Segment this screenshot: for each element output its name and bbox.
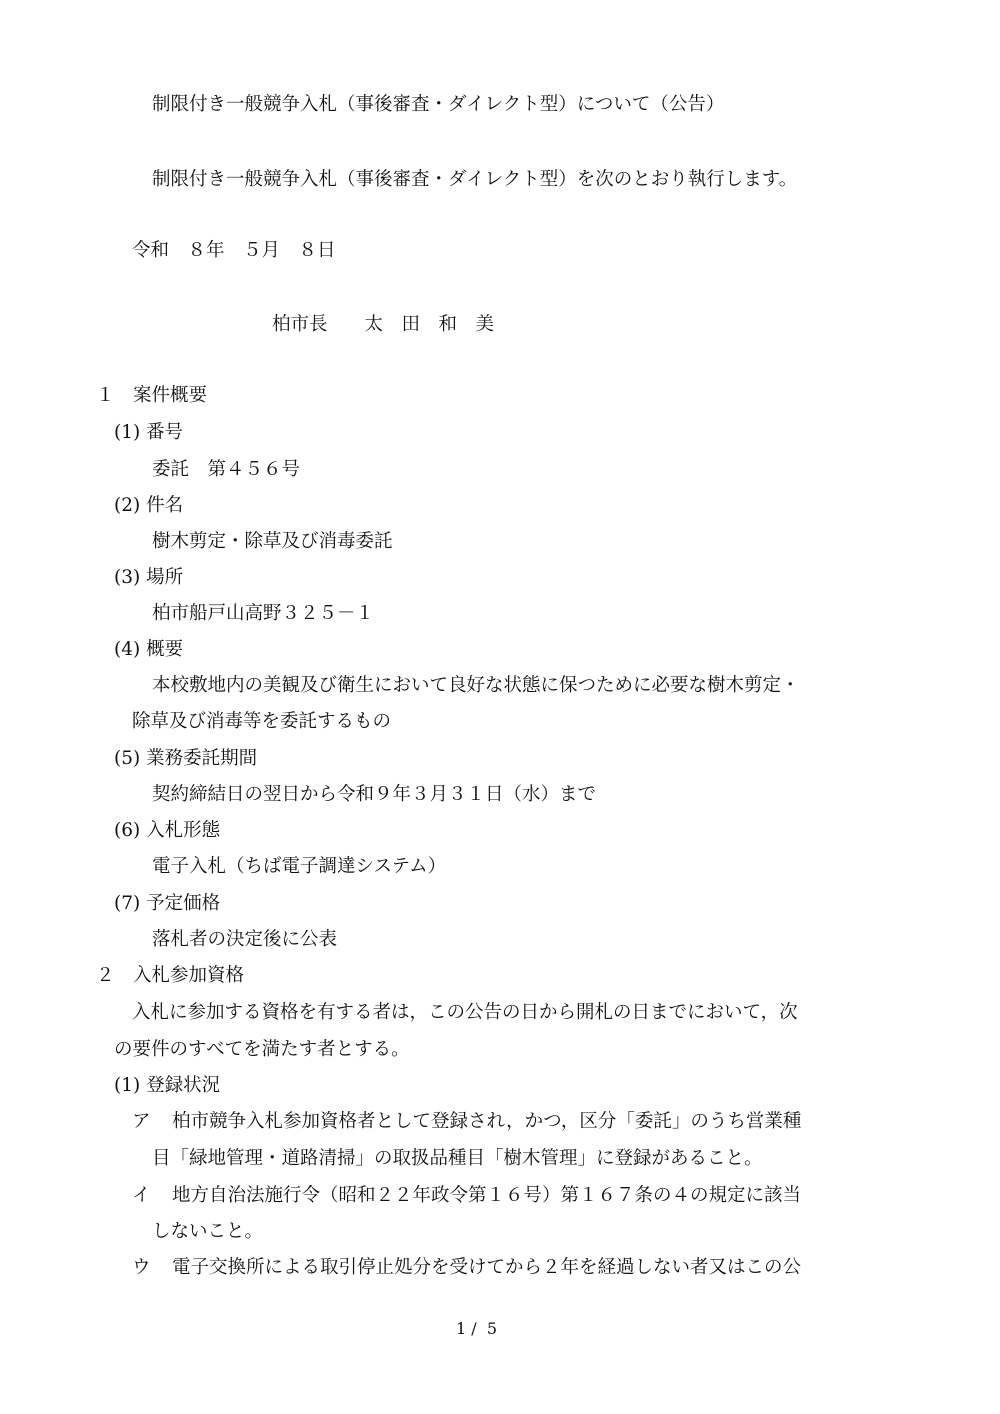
page-number: 1 / 5: [456, 1319, 498, 1338]
section-heading: ２ 入札参加資格: [96, 965, 245, 986]
paragraph: 入札に参加する資格を有する者は，この公告の日から開札の日までにおいて，次: [132, 1002, 798, 1023]
list-item: 地方自治法施行令（昭和２２年政令第１６号）第１６７条の４の規定に該当: [172, 1185, 802, 1206]
list-item: 目「緑地管理・道路清掃」の取扱品種目「樹木管理」に登録があること。: [152, 1148, 763, 1169]
paragraph: の要件のすべてを満たす者とする。: [114, 1039, 410, 1060]
item-text: 電子入札（ちば電子調達システム）: [152, 856, 447, 877]
item-label: (2) 件名: [114, 495, 184, 516]
list-item: しないこと。: [152, 1221, 264, 1242]
date: 令和 ８年 ５月 ８日: [132, 240, 336, 261]
item-label: (6) 入札形態: [114, 820, 221, 841]
list-marker: ウ: [132, 1257, 151, 1278]
item-text: 委託 第４５６号: [152, 459, 301, 480]
sub-label: (1) 登録状況: [114, 1075, 221, 1096]
item-text: 本校敷地内の美観及び衛生において良好な状態に保つために必要な樹木剪定・: [152, 675, 800, 696]
list-marker: ア: [132, 1111, 151, 1132]
item-label: (4) 概要: [114, 639, 184, 660]
item-label: (7) 予定価格: [114, 893, 221, 914]
item-label: (5) 業務委託期間: [114, 748, 258, 769]
item-label: (1) 番号: [114, 422, 184, 443]
statement: 制限付き一般競争入札（事後審査・ダイレクト型）を次のとおり執行します。: [152, 169, 798, 190]
item-text: 樹木剪定・除草及び消毒委託: [152, 531, 393, 552]
issuer: 柏市長 太 田 和 美: [272, 314, 495, 335]
item-text: 柏市船戸山高野３２５－１: [152, 603, 375, 624]
item-text: 落札者の決定後に公表: [152, 929, 338, 950]
item-text: 契約締結日の翌日から令和９年３月３１日（水）まで: [152, 784, 597, 805]
section-heading: １ 案件概要: [96, 385, 208, 406]
list-marker: イ: [132, 1185, 151, 1206]
item-text: 除草及び消毒等を委託するもの: [132, 711, 392, 732]
item-label: (3) 場所: [114, 567, 184, 588]
document-title: 制限付き一般競争入札（事後審査・ダイレクト型）について（公告）: [152, 94, 725, 115]
list-item: 柏市競争入札参加資格者として登録され，かつ，区分「委託」のうち営業種: [172, 1111, 802, 1132]
list-item: 電子交換所による取引停止処分を受けてから２年を経過しない者又はこの公: [172, 1257, 802, 1278]
